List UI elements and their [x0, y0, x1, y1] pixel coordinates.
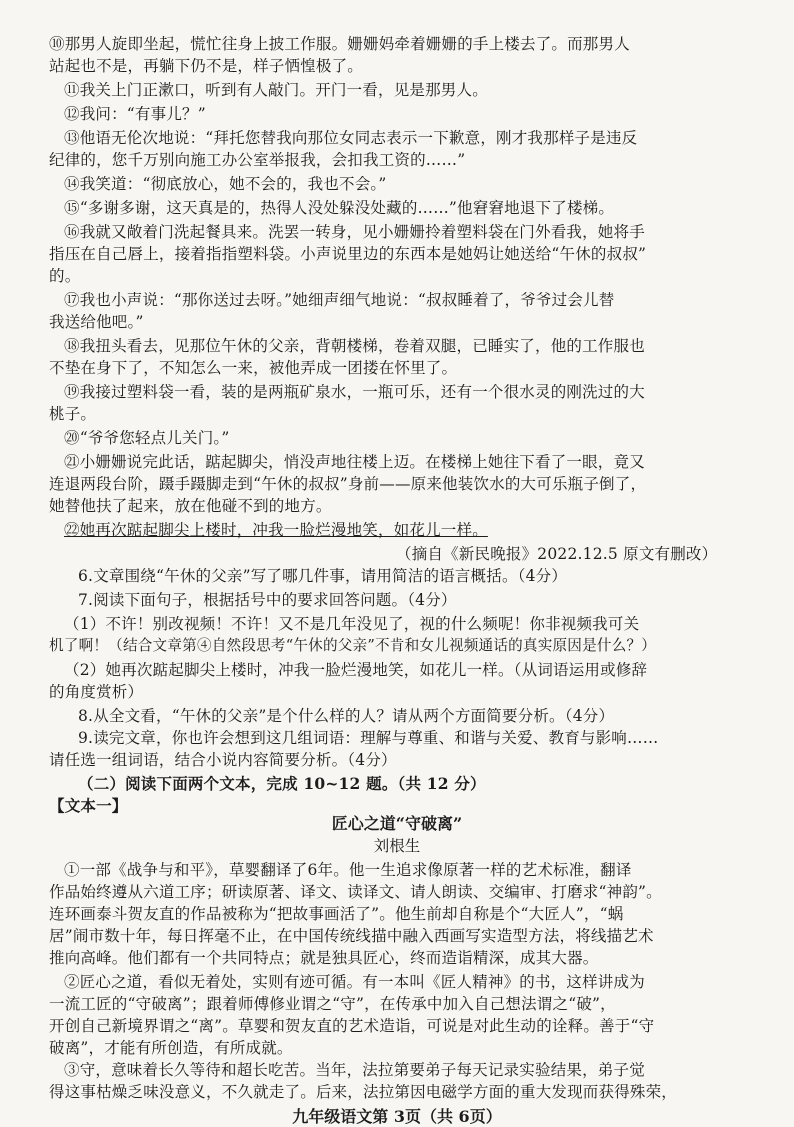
- story-line: 纪律的，您千万别向施工办公室举报我，会扣我工资的……”: [49, 151, 466, 169]
- source-citation: （摘自《新民晚报》2022.12.5 原文有删改）: [396, 545, 718, 563]
- article-line: 一流工匠的“守破离”；跟着师傅修业谓之“守”，在传承中加入自己想法谓之“破”，: [49, 995, 616, 1013]
- question-7: 7.阅读下面句子，根据括号中的要求回答问题。（4分）: [78, 591, 457, 609]
- story-line: 我送给他吧。”: [49, 313, 144, 331]
- story-line: ⑱我扭头看去，见那位午休的父亲，背朝楼梯，卷着双腿，已睡实了，他的工作服也: [64, 337, 645, 355]
- story-line: ⑰我也小声说：“那你送过去呀。”她细声细气地说：“叔叔睡着了，爷爷过会儿替: [64, 291, 615, 309]
- story-line: ⑮“多谢多谢，这天真是的，热得人没处躲没处藏的……”他窘窘地退下了楼梯。: [64, 199, 615, 217]
- article-line: ②匠心之道，看似无着处，实则有迹可循。有一本叫《匠人精神》的书，这样讲成为: [64, 973, 645, 991]
- underlined-sentence: ㉒她再次踮起脚尖上楼时，冲我一脸烂漫地笑，如花儿一样。: [64, 521, 488, 539]
- story-line: ⑯我就又敞着门洗起餐具来。洗罢一转身，见小姗姗拎着塑料袋在门外看我，她将手: [64, 223, 645, 241]
- story-line: 连退两段台阶，蹑手蹑脚走到“午休的叔叔”身前——原来他装饮水的大可乐瓶子倒了，: [49, 475, 647, 493]
- story-line: ⑲我接过塑料袋一看，装的是两瓶矿泉水，一瓶可乐，还有一个很水灵的刚洗过的大: [64, 383, 645, 401]
- question-7-part-2: 的角度赏析）: [49, 683, 144, 701]
- article-line: 得这事枯燥乏味没意义，不久就走了。后来，法拉第因电磁学方面的重大发现而获得殊荣，: [49, 1083, 678, 1101]
- article-line: 破离”，才能有所创造，有所成就。: [49, 1039, 293, 1057]
- story-line: 不垫在身下了，不知怎么一来，被他弄成一团搂在怀里了。: [49, 359, 458, 377]
- article-title: 匠心之道“守破离”: [331, 814, 463, 833]
- question-7-part-1: 机了啊！（结合文章第④自然段思考“午休的父亲”不肯和女儿视频通话的真实原因是什么？）: [49, 637, 657, 654]
- question-9: 请任选一组词语，结合小说内容简要分析。（4分）: [49, 751, 397, 769]
- article-line: 居”闹市数十年，每日挥毫不止，在中国传统线描中融入西画写实造型方法，将线描艺术: [49, 927, 654, 945]
- question-7-part-1: （1）不许！别改视频！不许！又不是几年没见了，视的什么频呢！你非视频我可关: [64, 615, 640, 633]
- question-7-part-2: （2）她再次踮起脚尖上楼时，冲我一脸烂漫地笑，如花儿一样。（从词语运用或修辞: [64, 661, 648, 679]
- story-line: 指压在自己唇上，接着指指塑料袋。小声说里边的东西本是她妈让她送给“午休的叔叔”: [49, 245, 647, 263]
- page-footer: 九年级语文第 3页（共 6页）: [292, 1107, 502, 1126]
- story-line: 她替他扶了起来，放在他碰不到的地方。: [49, 497, 332, 515]
- story-line: ⑭我笑道：“彻底放心，她不会的，我也不会。”: [64, 175, 387, 193]
- question-8: 8.从全文看，“午休的父亲”是个什么样的人？请从两个方面简要分析。（4分）: [78, 707, 615, 725]
- story-line: ⑩那男人旋即坐起，慌忙往身上披工作服。姗姗妈牵着姗姗的手上楼去了。而那男人: [49, 35, 630, 53]
- article-line: ①一部《战争与和平》，草婴翻译了6年。他一生追求像原著一样的艺术标准，翻译: [64, 861, 632, 879]
- story-line: 站起也不是，再躺下仍不是，样子恓惶极了。: [49, 57, 364, 75]
- story-line: ⑬他语无伦次地说：“拜托您替我向那位女同志表示一下歉意，刚才我那样子是违反: [64, 129, 638, 147]
- article-line: 开创自己新境界谓之“离”。草婴和贺友直的艺术造诣，可说是对此生动的诠释。善于“守: [49, 1017, 655, 1035]
- text-label: 【文本一】: [49, 796, 128, 815]
- story-line: ㉑小姗姗说完此话，踮起脚尖，悄没声地往楼上迈。在楼梯上她往下看了一眼，竟又: [64, 453, 645, 471]
- article-line: 作品始终遵从六道工序；研读原著、译文、读译文、请人朗读、交编审、打磨求“神韵”。: [49, 883, 662, 901]
- story-line: ⑪我关上门正漱口，听到有人敲门。开门一看，见是那男人。: [64, 81, 488, 99]
- story-line: 桃子。: [49, 405, 97, 423]
- question-9: 9.读完文章，你也许会想到这几组词语：理解与尊重、和谐与关爱、教育与影响……: [78, 729, 659, 747]
- article-author: 刘根生: [373, 837, 421, 855]
- article-line: 连环画泰斗贺友直的作品被称为“把故事画活了”。他生前却自称是个“大匠人”，“蜗: [49, 905, 624, 923]
- article-line: ③守，意味着长久等待和超长吃苦。当年，法拉第要弟子每天记录实验结果，弟子觉: [64, 1061, 645, 1079]
- story-line: ⑫我问：“有事儿？”: [64, 105, 206, 123]
- story-line: ⑳“爷爷您轻点儿关门。”: [64, 429, 230, 447]
- article-line: 推向高峰。他们都有一个共同特点；就是独具匠心，终而造诣精深，成其大器。: [49, 949, 599, 967]
- story-line: 的。: [49, 267, 81, 285]
- question-6: 6.文章围绕“午休的父亲”写了哪几件事，请用简洁的语言概括。（4分）: [78, 567, 568, 585]
- section-heading: （二）阅读下面两个文本，完成 10~12 题。（共 12 分）: [78, 774, 486, 793]
